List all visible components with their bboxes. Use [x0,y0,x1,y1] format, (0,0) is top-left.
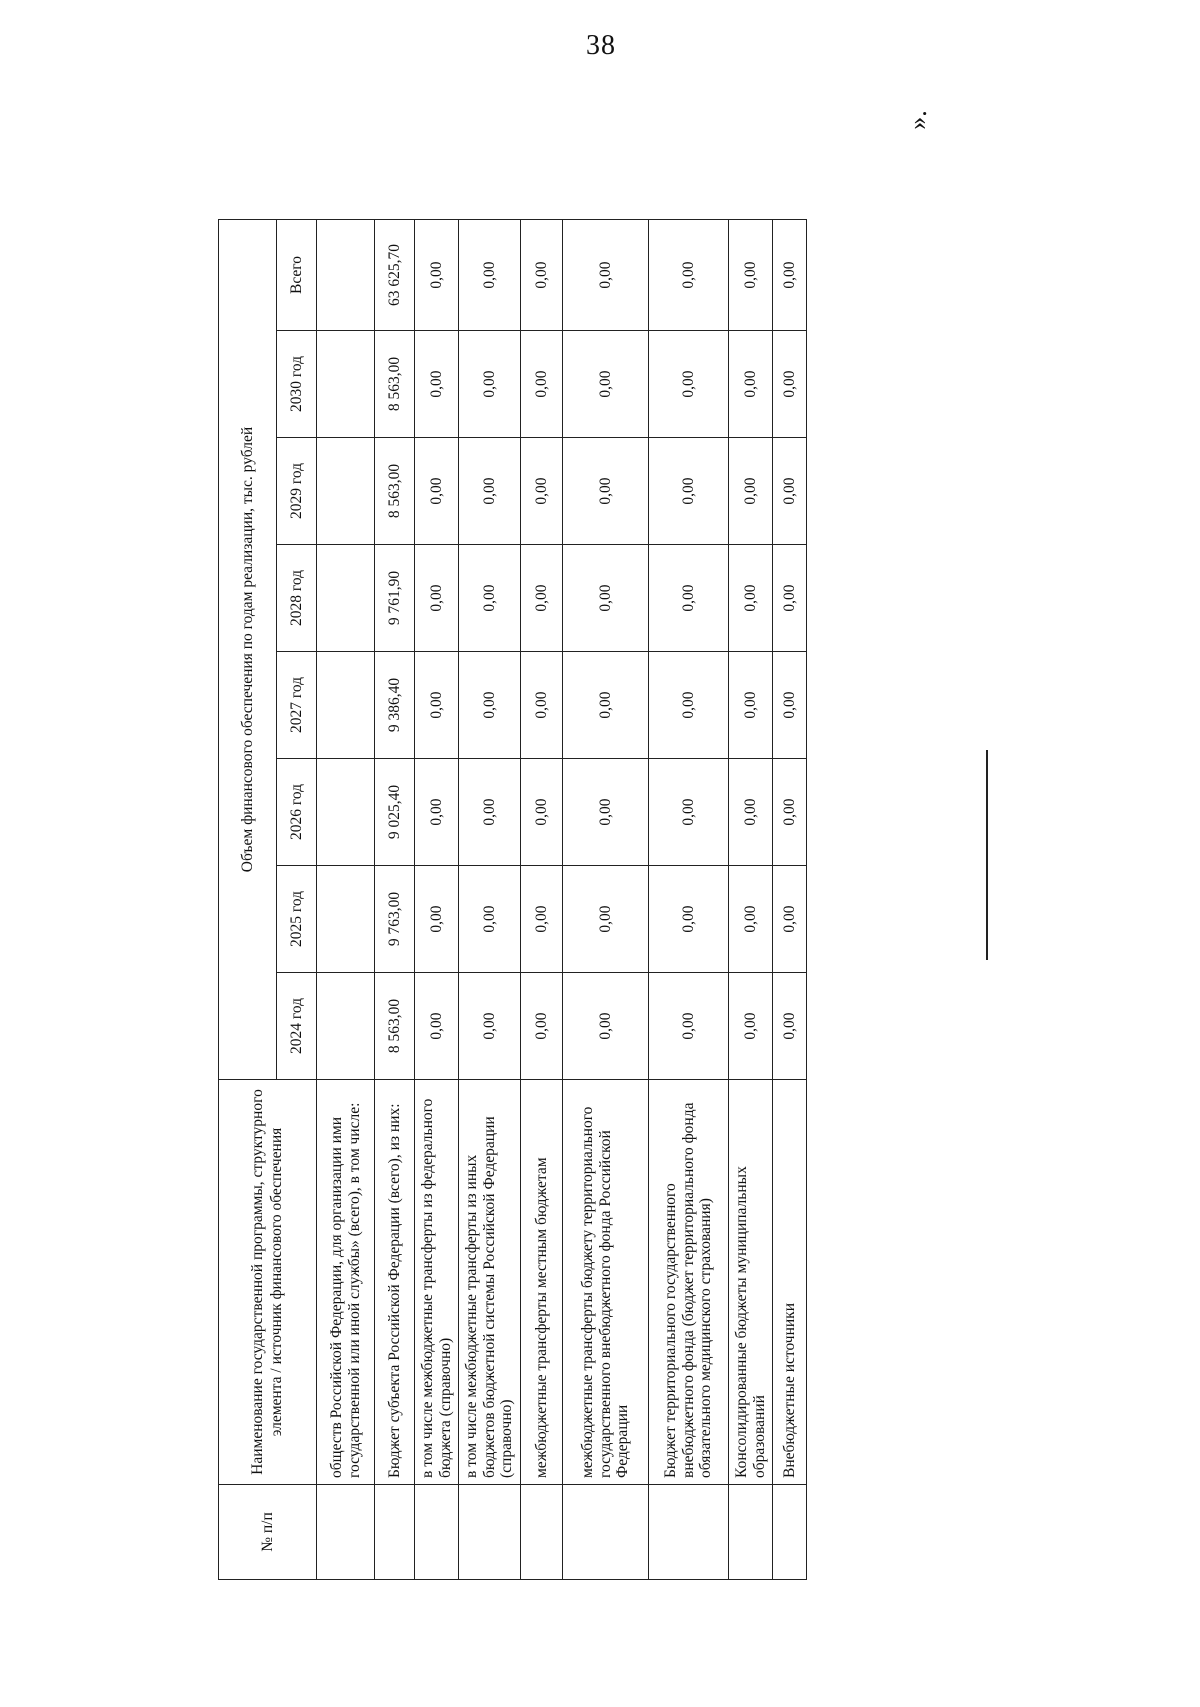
year-value-cell: 0,00 [773,973,807,1080]
year-value-cell: 0,00 [459,652,521,759]
year-value-cell: 0,00 [773,652,807,759]
column-header-year: 2027 год [277,652,317,759]
year-value-cell: 0,00 [459,866,521,973]
total-value-cell: 0,00 [563,220,649,331]
year-value-cell: 0,00 [563,759,649,866]
table-row [415,220,459,1580]
year-value-cell: 0,00 [521,759,563,866]
table-row [649,220,729,1580]
year-value-cell: 8 563,00 [375,973,415,1080]
year-value-cell: 9 761,90 [375,545,415,652]
year-value-cell: 0,00 [521,973,563,1080]
row-number-cell [563,1485,649,1580]
year-value-cell: 0,00 [729,652,773,759]
total-value-cell [317,220,375,331]
year-value-cell: 0,00 [415,545,459,652]
year-value-cell: 0,00 [563,652,649,759]
row-number-cell [649,1485,729,1580]
year-value-cell: 0,00 [459,973,521,1080]
column-header-number: № п/п [219,1485,317,1580]
year-value-cell: 0,00 [649,973,729,1080]
year-value-cell: 0,00 [773,545,807,652]
year-value-cell: 0,00 [415,331,459,438]
source-name-cell: межбюджетные трансферты бюджету территориального государственного внебюджетного фонда Российской Федерации [563,1080,649,1485]
year-value-cell: 0,00 [521,652,563,759]
column-header-year: 2030 год [277,331,317,438]
page-number: 38 [586,30,616,61]
year-value-cell: 9 763,00 [375,866,415,973]
year-value-cell: 0,00 [649,866,729,973]
source-name-cell: Внебюджетные источники [773,1080,807,1485]
year-value-cell: 0,00 [459,331,521,438]
year-value-cell: 0,00 [729,866,773,973]
row-number-cell [375,1485,415,1580]
year-value-cell: 0,00 [563,973,649,1080]
year-value-cell: 0,00 [649,331,729,438]
year-value-cell: 0,00 [459,759,521,866]
year-value-cell: 0,00 [563,331,649,438]
source-name-cell: в том числе межбюджетные трансферты из иных бюджетов бюджетной системы Российской Федерации (справочно) [459,1080,521,1485]
year-value-cell [317,866,375,973]
year-value-cell: 0,00 [729,545,773,652]
source-name-cell: в том числе межбюджетные трансферты из федерального бюджета (справочно) [415,1080,459,1485]
year-value-cell: 0,00 [729,973,773,1080]
table-row [563,220,649,1580]
source-name-cell: межбюджетные трансферты местным бюджетам [521,1080,563,1485]
closing-quote-mark: ». [902,110,932,130]
row-number-cell [521,1485,563,1580]
table-row [729,220,773,1580]
column-header-year: 2024 год [277,973,317,1080]
total-value-cell: 0,00 [521,220,563,331]
year-value-cell: 0,00 [649,652,729,759]
year-value-cell: 9 386,40 [375,652,415,759]
rotated-table-container [218,220,898,1580]
year-value-cell: 0,00 [649,545,729,652]
year-value-cell [317,652,375,759]
year-value-cell [317,973,375,1080]
year-value-cell: 0,00 [521,438,563,545]
source-name-cell: Бюджет субъекта Российской Федерации (всего), из них: [375,1080,415,1485]
row-number-cell [459,1485,521,1580]
year-value-cell: 0,00 [773,331,807,438]
column-header-financing: Объем финансового обеспечения по годам реализации, тыс. рублей [219,220,277,1080]
row-number-cell [729,1485,773,1580]
year-value-cell: 0,00 [773,438,807,545]
column-header-year: Всего [277,220,317,331]
source-name-cell: Бюджет территориального государственного внебюджетного фонда (бюджет территориального фонда обязательного медицинского страхования) [649,1080,729,1485]
year-value-cell: 0,00 [415,438,459,545]
row-number-cell [415,1485,459,1580]
year-value-cell: 0,00 [773,759,807,866]
year-value-cell: 0,00 [649,438,729,545]
table-row [773,220,807,1580]
total-value-cell: 0,00 [459,220,521,331]
source-name-cell: Консолидированные бюджеты муниципальных образований [729,1080,773,1485]
year-value-cell: 8 563,00 [375,438,415,545]
year-value-cell: 0,00 [459,438,521,545]
column-header-year: 2026 год [277,759,317,866]
year-value-cell [317,331,375,438]
year-value-cell: 0,00 [521,866,563,973]
year-value-cell: 0,00 [521,331,563,438]
row-number-cell [773,1485,807,1580]
table-row [375,220,415,1580]
total-value-cell: 63 625,70 [375,220,415,331]
table-row [521,220,563,1580]
year-value-cell [317,545,375,652]
year-value-cell [317,438,375,545]
year-value-cell: 0,00 [415,866,459,973]
year-value-cell: 0,00 [729,759,773,866]
year-value-cell: 0,00 [415,652,459,759]
column-header-year: 2029 год [277,438,317,545]
column-header-year: 2028 год [277,545,317,652]
column-header-year: 2025 год [277,866,317,973]
year-value-cell: 0,00 [415,759,459,866]
year-value-cell: 0,00 [563,438,649,545]
year-value-cell: 0,00 [563,545,649,652]
source-name-cell: обществ Российской Федерации, для организации ими государственной или иной службы» (всего), в том числе: [317,1080,375,1485]
total-value-cell: 0,00 [649,220,729,331]
year-value-cell: 8 563,00 [375,331,415,438]
year-value-cell [317,759,375,866]
year-value-cell: 0,00 [415,973,459,1080]
year-value-cell: 0,00 [521,545,563,652]
total-value-cell: 0,00 [773,220,807,331]
table-row [317,220,375,1580]
row-number-cell [317,1485,375,1580]
financing-table [218,219,807,1580]
year-value-cell: 0,00 [563,866,649,973]
year-value-cell: 0,00 [649,759,729,866]
year-value-cell: 0,00 [729,438,773,545]
column-header-name: Наименование государственной программы, структурного элемента / источник финансового обеспечения [219,1080,317,1485]
year-value-cell: 0,00 [773,866,807,973]
year-value-cell: 0,00 [459,545,521,652]
total-value-cell: 0,00 [415,220,459,331]
separator-line [986,750,988,960]
year-value-cell: 0,00 [729,331,773,438]
total-value-cell: 0,00 [729,220,773,331]
table-row [459,220,521,1580]
year-value-cell: 9 025,40 [375,759,415,866]
